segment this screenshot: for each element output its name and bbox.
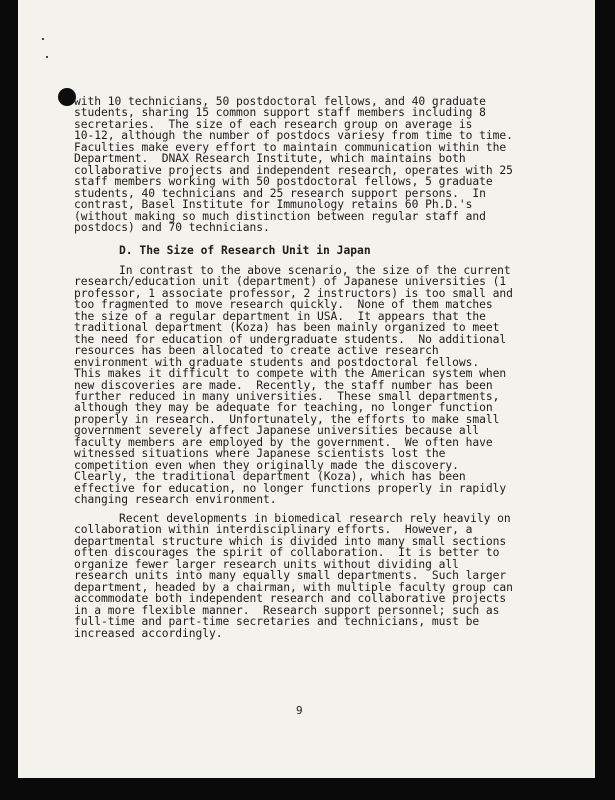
text-line: with 10 technicians, 50 postdoctoral fellows, and 40 graduate	[74, 95, 486, 108]
text-line: secretaries. The size of each research group on average is	[74, 117, 473, 131]
text-line: new discoveries are made. Recently, the staff number has been	[74, 378, 493, 392]
section-heading: D. The Size of Research Unit in Japan	[119, 244, 371, 257]
text-line: government severely affect Japanese universities because all	[74, 424, 480, 438]
text-line: organize fewer larger research units without dividing all	[74, 557, 459, 571]
text-line: the size of a regular department in USA. It appears that the	[74, 309, 486, 323]
text-line: Clearly, the traditional department (Koza), which has been	[74, 470, 466, 484]
text-line: contrast, Basel Institute for Immunology retains 60 Ph.D.'s	[74, 198, 473, 212]
text-line: accommodate both independent research and collaborative projects	[74, 592, 507, 606]
scan-speck	[42, 38, 44, 40]
text-line: environment with graduate students and postdoctoral fellows.	[74, 355, 480, 369]
text-line: the need for education of undergraduate students. No additional	[74, 332, 507, 346]
text-line: staff members working with 50 postdoctoral fellows, 5 graduate	[74, 175, 493, 189]
text-line: in a more flexible manner. Research support personnel; such as	[74, 603, 500, 617]
text-line: collaborative projects and independent research, operates with 25	[74, 163, 513, 177]
text-line: effective for education, no longer functions properly in rapidly	[74, 481, 507, 495]
paragraph-collaboration	[74, 513, 549, 639]
text-line: (without making so much distinction between regular staff and	[74, 209, 486, 223]
text-line: faculty members are employed by the government. We often have	[74, 435, 493, 449]
text-line: Department. DNAX Research Institute, which maintains both	[74, 152, 466, 166]
text-line: department, headed by a chairman, with multiple faculty group can	[74, 580, 513, 594]
document-page	[18, 0, 595, 778]
text-line: research units into many equally small departments. Such larger	[74, 569, 507, 583]
text-line: professor, 1 associate professor, 2 instructors) is too small and	[74, 286, 513, 300]
text-line: changing research environment.	[74, 493, 277, 507]
scan-border	[18, 778, 595, 800]
text-line: traditional department (Koza) has been mainly organized to meet	[74, 321, 500, 335]
text-line: This makes it difficult to compete with the American system when	[74, 367, 507, 381]
paragraph-continued	[74, 96, 549, 233]
text-line: departmental structure which is divided into many small sections	[74, 534, 507, 548]
page-number: 9	[296, 704, 303, 717]
text-line: Recent developments in biomedical research rely heavily on	[119, 512, 511, 525]
text-line: In contrast to the above scenario, the size of the current	[119, 264, 511, 277]
text-line: too fragmented to move research quickly. None of them matches	[74, 298, 493, 312]
text-line: witnessed situations where Japanese scientists lost the	[74, 447, 446, 461]
text-line: although they may be adequate for teaching, no longer function	[74, 401, 493, 415]
text-line: competition even when they originally made the discovery.	[74, 458, 459, 472]
text-line: Faculties make every effort to maintain communication within the	[74, 140, 507, 154]
text-line: resources has been allocated to create active research	[74, 344, 439, 358]
text-line: increased accordingly.	[74, 626, 223, 640]
text-line: further reduced in many universities. These small departments,	[74, 389, 500, 403]
text-line: students, sharing 15 common support staff members including 8	[74, 106, 486, 120]
text-line: 10-12, although the number of postdocs variesy from time to time.	[74, 129, 513, 143]
text-line: students, 40 technicians and 25 research support persons. In	[74, 186, 486, 200]
text-line: properly in research. Unfortunately, the efforts to make small	[74, 412, 500, 426]
text-line: collaboration within interdisciplinary efforts. However, a	[74, 523, 473, 537]
text-line: often discourages the spirit of collaboration. It is better to	[74, 546, 500, 560]
text-line: research/education unit (department) of Japanese universities (1	[74, 275, 507, 289]
scan-speck	[46, 56, 48, 58]
paragraph-research-unit	[74, 265, 549, 506]
text-line: full-time and part-time secretaries and technicians, must be	[74, 615, 480, 629]
text-line: postdocs) and 70 technicians.	[74, 220, 270, 234]
